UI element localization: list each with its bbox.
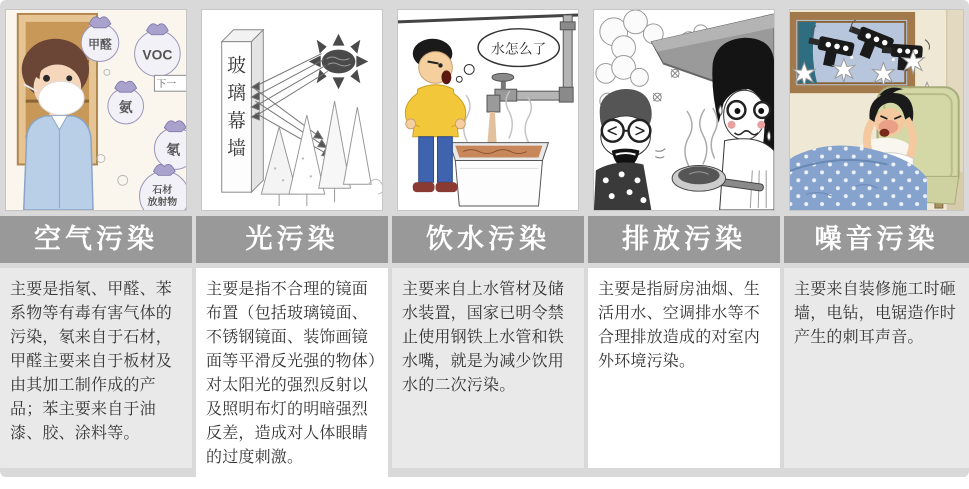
noise-pollution-cartoon: [790, 10, 963, 210]
illustration-air-pollution: [5, 9, 187, 211]
basin-icon: [449, 143, 548, 206]
illustration-light-pollution: [201, 9, 383, 211]
face-mask-icon: [39, 81, 85, 115]
card-description-water: 主要来自上水管材及储水装置，国家已明令禁止使用钢铁上水管和铁水嘴，就是为减少饮用水的二次污染。: [392, 268, 584, 468]
emission-pollution-cartoon: [594, 10, 774, 210]
wall-label-char3: 幕: [227, 109, 246, 131]
illustration-emission-pollution: [593, 9, 775, 211]
card-description-light: 主要是指不合理的镜面布置（包括玻璃镜面、不锈钢镜面、装饰画镜面等平滑反光强的物体）对太阳光的强烈反射以及照明布灯的明暗强烈反差，造成对人体眼睛的过度刺激。: [196, 268, 388, 478]
bag-label-stone-2: 放射物: [147, 197, 178, 209]
card-description-air: 主要是指氡、甲醛、苯系物等有毒有害气体的污染，氡来自于石材，甲醛主要来自于板材及由其加工制作成的产品；苯主要来自于油漆、胶、涂料等。: [0, 268, 192, 468]
wall-label-char1: 玻: [227, 54, 246, 76]
thought-text: 水怎么了: [490, 40, 547, 57]
card-title-noise: 噪音污染: [784, 216, 969, 263]
illustration-water-pollution: [397, 9, 579, 211]
card-title-air: 空气污染: [0, 216, 192, 263]
card-title-light: 光污染: [196, 216, 388, 263]
light-pollution-sketch: [202, 10, 382, 210]
card-description-emission: 主要是指厨房油烟、生活用水、空调排水等不合理排放造成的对室内外环境污染。: [588, 268, 780, 468]
wall-label-char2: 璃: [227, 82, 246, 104]
illustration-noise-pollution: [789, 9, 964, 211]
card-description-noise: 主要来自装修施工时砸墙，电钻，电锯造作时产生的刺耳声音。: [784, 268, 969, 468]
svg-text:下一: 下一: [156, 79, 177, 91]
air-pollution-cartoon: [6, 10, 186, 210]
water-pollution-cartoon: [398, 10, 578, 210]
next-sign: [154, 75, 186, 91]
pollution-card-water: [392, 0, 584, 477]
bag-label-stone-1: 石材: [152, 185, 173, 197]
glass-curtain-wall-icon: [222, 30, 264, 192]
bag-label-formaldehyde: 甲醛: [88, 37, 112, 52]
wall-label-char4: 墙: [227, 137, 246, 159]
bag-label-voc: VOC: [142, 46, 173, 63]
bag-label-ammonia: 氨: [118, 98, 133, 115]
card-title-emission: 排放污染: [588, 216, 780, 263]
pollution-card-air: [0, 0, 192, 477]
sun-icon: [309, 34, 368, 89]
masked-woman: [22, 39, 93, 210]
card-title-water: 饮水污染: [392, 216, 584, 263]
pollution-card-light: [196, 0, 388, 477]
bag-label-radon: 氡: [166, 141, 181, 158]
pollution-card-emission: [588, 0, 780, 477]
pollution-card-noise: [784, 0, 969, 477]
